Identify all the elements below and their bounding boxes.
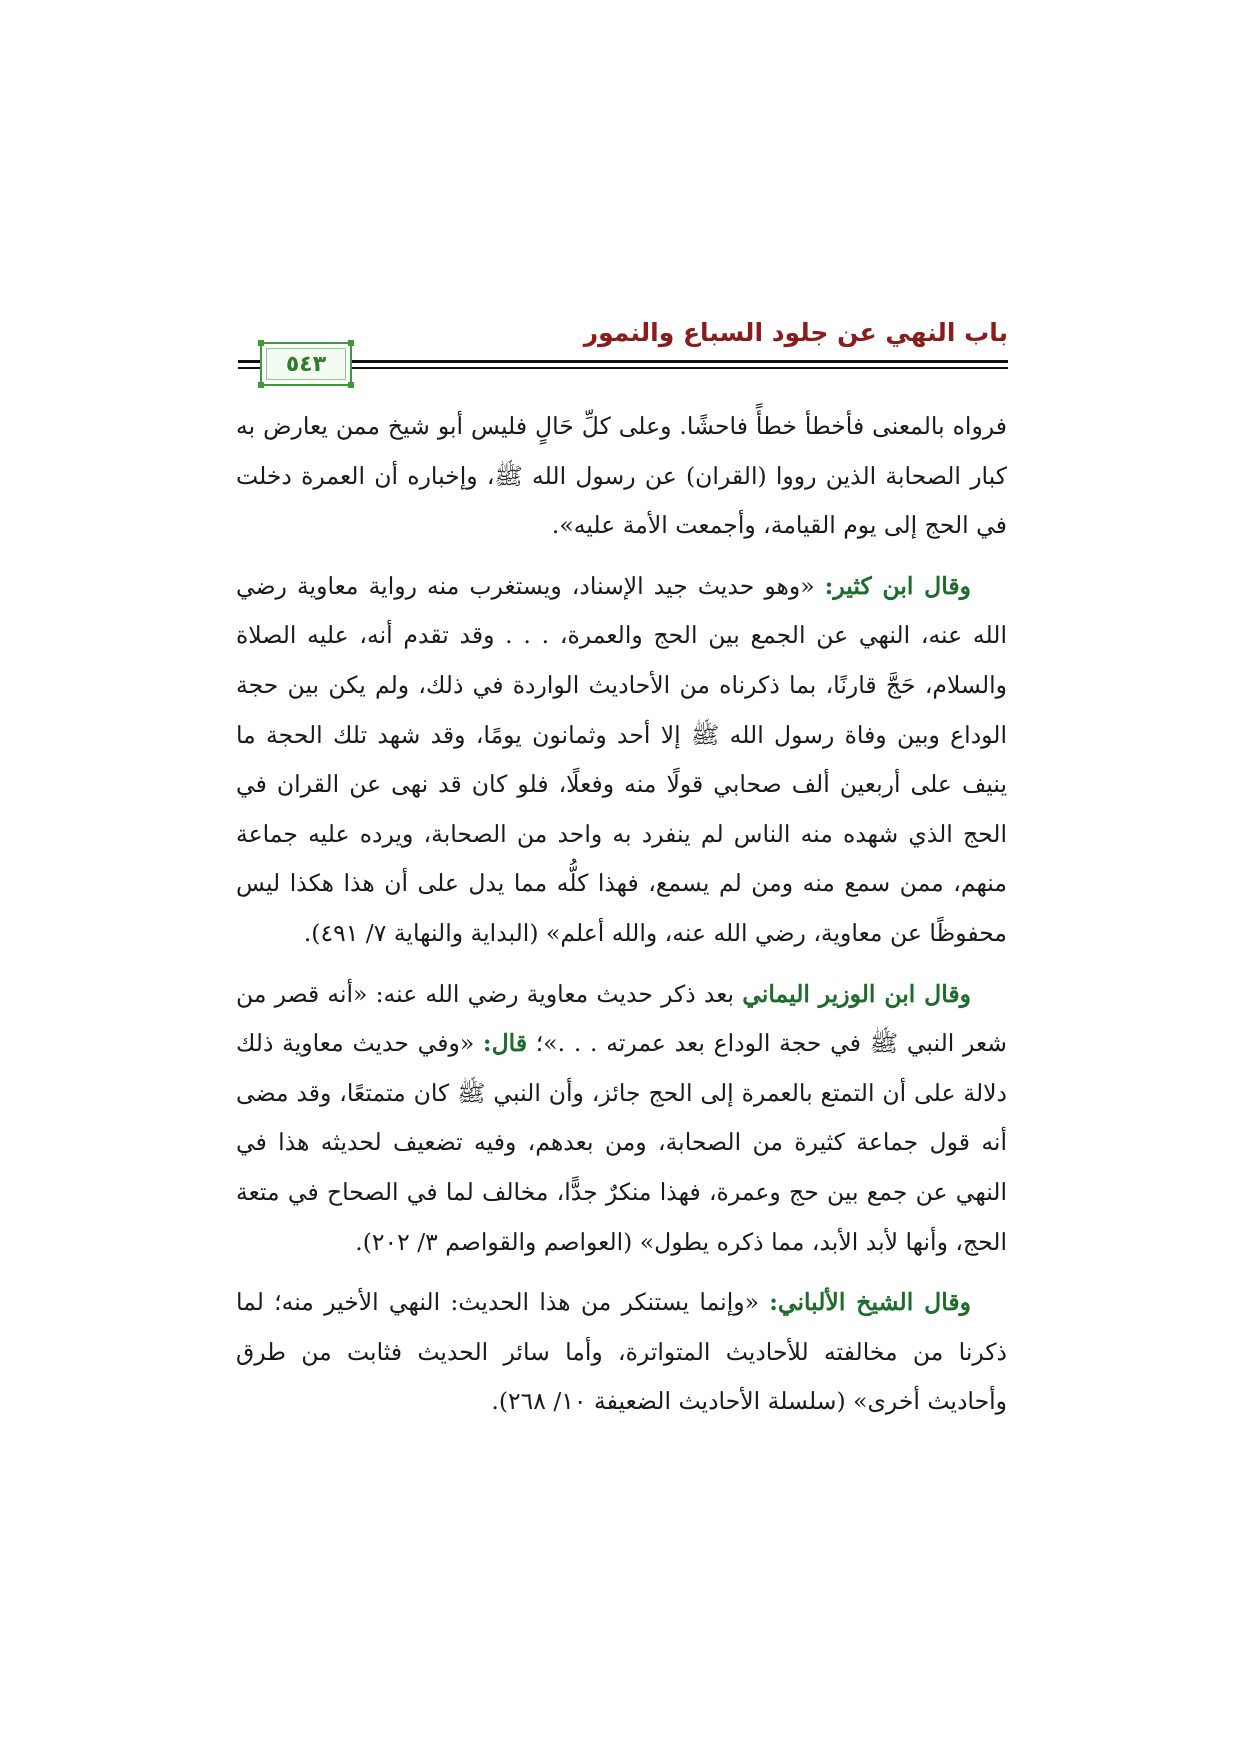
badge-corner-ornament [348,382,354,388]
speaker-label: وقال ابن كثير: [824,571,971,600]
speaker-label: وقال الشيخ الألباني: [769,1288,971,1317]
paragraph-text: بعد ذكر حديث معاوية رضي الله عنه: «أنه قصر من شعر النبي ﷺ في حجة الوداع بعد عمرته . . .»؛ [236,979,1007,1058]
page-number-badge [260,342,352,386]
speaker-label: وقال ابن الوزير اليماني [742,979,971,1008]
paragraph [236,1278,1007,1427]
page-header [238,318,1008,380]
header-rule-thin [238,367,1008,369]
paragraph [236,970,1007,1268]
badge-corner-ornament [258,382,264,388]
paragraph-text: «وفي حديث معاوية ذلك دلالة على أن التمتع بالعمرة إلى الحج جائز، وأن النبي ﷺ كان متمتعًا، وقد مضى أنه قول جماعة كثيرة من الصحابة، ومن بعدهم، وفيه تضعيف لحديثه هذا في النهي عن جمع بين حج وعمرة، فهذا منكرٌ جدًّا، مخالف لما في الصحاح في متعة الحج، وأنها لأبد الأبد، مما ذكره يطول» (العواصم والقواصم ٣/ ٢٠٢). [236,1029,1007,1256]
paragraph-text: «وهو حديث جيد الإسناد، ويستغرب منه رواية معاوية رضي الله عنه، النهي عن الجمع بين الحج والعمرة، . . . وقد تقدم أنه، عليه الصلاة والسلام، حَجَّ قارنًا، بما ذكرناه من الأحاديث الواردة في ذلك، ولم يكن بين حجة الوداع وبين وفاة رسول الله ﷺ إلا أحد وثمانون يومًا، وقد شهد تلك الحجة ما ينيف على أربعين ألف صحابي قولًا منه وفعلًا، فلو كان قد نهى عن القران في الحج الذي شهده منه الناس لم ينفرد به واحد من الصحابة، ويرده عليه جماعة منهم، ممن سمع منه ومن لم يسمع، فهذا كلُّه مما يدل على أن هذا هكذا ليس محفوظًا عن معاوية، رضي الله عنه، والله أعلم» (البداية والنهاية ٧/ ٤٩١). [236,571,1007,947]
speaker-label: قال: [482,1029,528,1058]
chapter-title: باب النهي عن جلود السباع والنمور [583,318,1008,347]
page-number: ٥٤٣ [285,351,327,377]
paragraph [236,402,1007,551]
page-body [236,402,1007,1438]
badge-corner-ornament [348,340,354,346]
paragraph-text: «وإنما يستنكر من هذا الحديث: النهي الأخير منه؛ لما ذكرنا من مخالفته للأحاديث المتواترة، وأما سائر الحديث فثابت من طرق وأحاديث أخرى» (سلسلة الأحاديث الضعيفة ١٠/ ٢٦٨). [236,1288,1007,1416]
paragraph-text: فرواه بالمعنى فأخطأ خطأً فاحشًا. وعلى كلِّ حَالٍ فليس أبو شيخ ممن يعارض به كبار الصحابة الذين رووا (القران) عن رسول الله ﷺ، وإخباره أن العمرة دخلت في الحج إلى يوم القيامة، وأجمعت الأمة عليه». [236,412,1007,540]
page-number-frame [266,348,346,380]
header-rule-thick [238,360,1008,363]
badge-corner-ornament [258,340,264,346]
paragraph [236,562,1007,959]
